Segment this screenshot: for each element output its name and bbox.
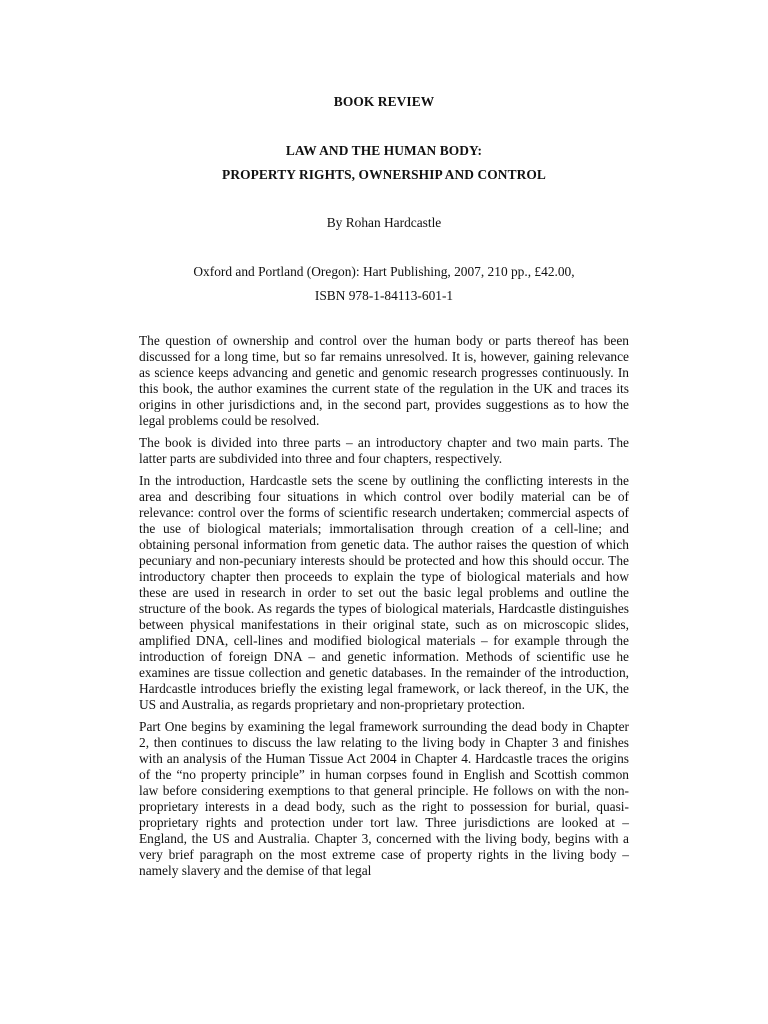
paragraph-1: The question of ownership and control over the human body or parts thereof has been discussed for a long time, but so far remains unresolved. It is, however, gaining relevance as science keeps advancing and genetic and genomic research progresses continuously. In this book, the author examines the current state of the regulation in the UK and traces its origins in other jurisdictions and, in the second part, provides suggestions as to how the legal problems could be resolved. [139, 333, 629, 428]
byline: By Rohan Hardcastle [326, 215, 442, 230]
paragraph-4: Part One begins by examining the legal framework surrounding the dead body in Chapter 2, then continues to discuss the law relating to the living body in Chapter 3 and finishes with an analysis of the Human Tissue Act 2004 in Chapter 4. Hardcastle traces the origins of the “no property principle” in human corpses found in English and Scottish common law before considering exemptions to that general principle. He follows on with the non-proprietary interests in a dead body, such as the right to possession for burial, quasi-proprietary rights and protection under tort law. Three jurisdictions are looked at – England, the US and Australia. Chapter 3, concerned with the living body, begins with a very brief paragraph on the most extreme case of property rights in the living body – namely slavery and the demise of that legal [139, 719, 629, 878]
publication-line-2: ISBN 978-1-84113-601-1 [314, 288, 454, 303]
review-body [139, 333, 629, 885]
paragraph-3: In the introduction, Hardcastle sets the scene by outlining the conflicting interests in the area and describing four situations in which control over bodily material can be of relevance: control over the forms of scientific research undertaken; commercial aspects of the use of biological materials; immortalisation through creation of a cell-line; and obtaining personal information from genetic data. The author raises the question of which pecuniary and non-pecuniary interests should be protected and how this should occur. The introductory chapter then proceeds to explain the type of biological materials and how these are used in research in order to set out the basic legal problems and outline the structure of the book. As regards the types of biological materials, Hardcastle distinguishes between physical manifestations in their original state, such as on microscopic slides, amplified DNA, cell-lines and modified biological materials – for example through the introduction of foreign DNA – and genetic information. Methods of scientific use he examines are tissue collection and genetic databases. In the remainder of the introduction, Hardcastle introduces briefly the existing legal framework, or lack thereof, in the UK, the US and Australia, as regards proprietary and non-proprietary protection. [139, 473, 629, 712]
section-heading: BOOK REVIEW [333, 94, 435, 109]
title-line-1: LAW AND THE HUMAN BODY: [285, 143, 483, 158]
title-line-2: PROPERTY RIGHTS, OWNERSHIP AND CONTROL [222, 167, 546, 182]
publication-line-1: Oxford and Portland (Oregon): Hart Publishing, 2007, 210 pp., £42.00, [193, 264, 575, 279]
paragraph-2: The book is divided into three parts – an introductory chapter and two main parts. The latter parts are subdivided into three and four chapters, respectively. [139, 435, 629, 466]
